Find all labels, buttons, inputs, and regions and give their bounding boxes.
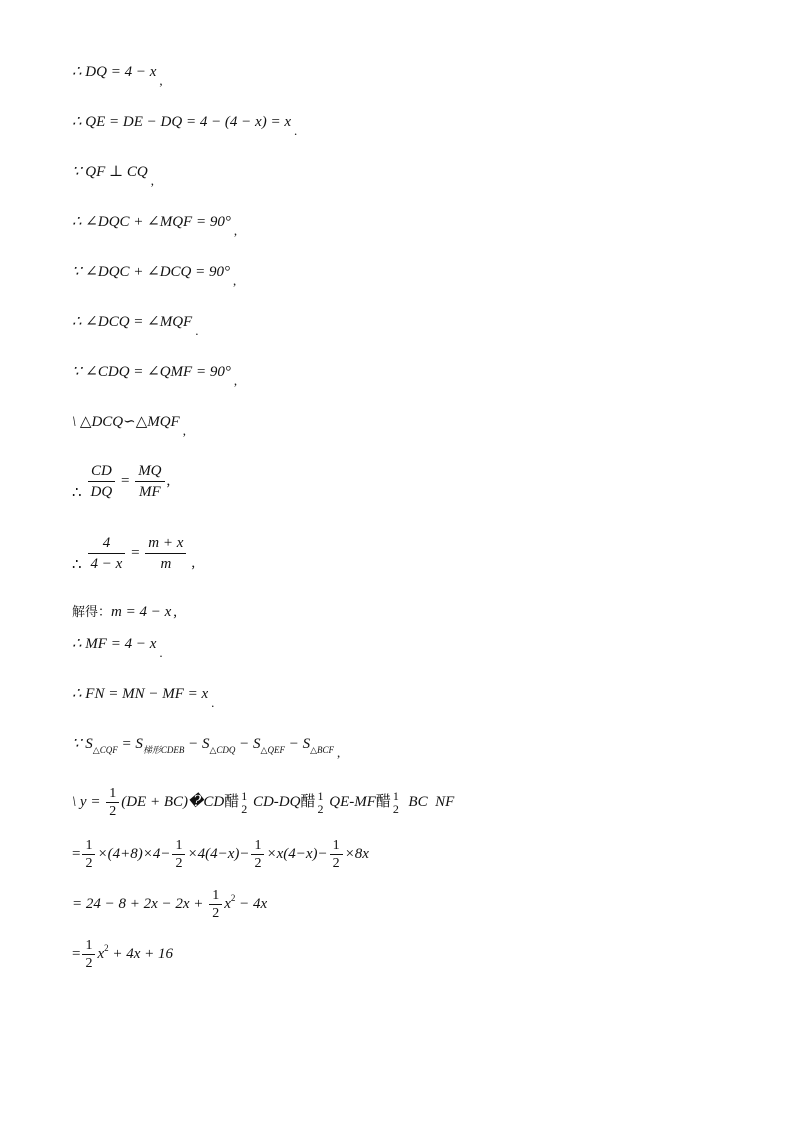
denominator: m <box>160 556 172 572</box>
line-1 <box>72 62 163 88</box>
fraction <box>393 790 399 816</box>
subscript: △QEF <box>260 745 285 755</box>
line-16 <box>72 838 369 871</box>
denominator: 2 <box>175 856 183 871</box>
numerator: m + x <box>145 534 186 554</box>
math-expression: ∵ QF ⊥ CQ <box>72 164 148 180</box>
denominator: 2 <box>332 856 340 871</box>
subscript: △CDQ <box>209 745 236 755</box>
equals-sign: = <box>72 845 81 862</box>
area-S: − S <box>284 736 311 752</box>
garbled-glyph: 醋 <box>300 791 316 810</box>
math-expression: ∴ FN = MN − MF = x <box>72 686 209 702</box>
math-expression: \ y = <box>72 793 105 810</box>
numerator: 1 <box>82 938 95 955</box>
math-expression: \ △DCQ∽△MQF <box>72 414 180 430</box>
math-expression: x <box>97 945 105 962</box>
therefore-symbol: ∴ <box>72 484 82 501</box>
superscript: 2 <box>104 942 109 953</box>
line-13 <box>72 684 215 710</box>
fraction <box>172 838 185 871</box>
equals-sign: = <box>72 945 81 962</box>
line-10 <box>72 534 195 573</box>
denominator: DQ <box>90 484 113 500</box>
punctuation: , <box>233 223 238 238</box>
punctuation: . <box>294 123 298 138</box>
math-expression: ∴ ∠DCQ = ∠MQF <box>72 314 193 330</box>
punctuation: , <box>337 745 341 760</box>
numerator: 1 <box>392 788 399 803</box>
math-expression: (DE + BC)�CD <box>121 793 225 810</box>
denominator: 2 <box>85 856 93 871</box>
math-expression: ×4(4−x)− <box>187 845 250 862</box>
denominator: 2 <box>254 856 262 871</box>
numerator: 1 <box>172 838 185 855</box>
line-6 <box>72 312 199 338</box>
solve-label: 解得： <box>72 605 112 620</box>
punctuation: , <box>166 472 171 489</box>
line-8 <box>72 412 186 438</box>
punctuation: , <box>150 173 154 188</box>
garbled-glyph: 醋 <box>375 791 391 810</box>
numerator: CD <box>88 462 116 482</box>
fraction-lhs <box>88 462 116 501</box>
math-expression: ×x(4−x)− <box>266 845 328 862</box>
fraction <box>82 838 95 871</box>
math-expression: m = 4 − x <box>111 604 172 620</box>
math-expression: CD-DQ <box>249 793 301 810</box>
punctuation: . <box>159 645 163 660</box>
subscript: 梯形CDEB <box>142 745 185 755</box>
denominator: 2 <box>109 804 117 819</box>
garbled-glyph: 醋 <box>224 791 240 810</box>
line-7 <box>72 362 238 388</box>
numerator: 1 <box>241 788 248 803</box>
line-12 <box>72 634 163 660</box>
math-expression: ∴ QE = DE − DQ = 4 − (4 − x) = x <box>72 114 291 130</box>
punctuation: . <box>211 695 215 710</box>
math-expression: x <box>224 895 231 912</box>
math-expression: ∵ ∠DQC + ∠DCQ = 90° <box>72 264 231 280</box>
math-expression: ×8x <box>344 845 369 862</box>
math-expression: ∵ ∠CDQ = ∠QMF = 90° <box>72 364 231 380</box>
fraction <box>241 790 247 816</box>
denominator: 2 <box>212 906 220 921</box>
denominator: 2 <box>241 801 248 816</box>
math-expression: + 4x + 16 <box>108 945 174 962</box>
superscript: 2 <box>230 892 236 903</box>
punctuation: , <box>233 373 238 388</box>
math-expression: BC NF <box>400 793 455 810</box>
fraction <box>106 786 119 819</box>
punctuation: , <box>159 73 163 88</box>
math-expression: QE-MF <box>325 793 376 810</box>
denominator: 2 <box>392 801 399 816</box>
numerator: 1 <box>106 786 119 803</box>
equals-sign: = <box>127 544 144 561</box>
fraction-lhs <box>88 534 126 573</box>
area-S: − S <box>235 736 261 752</box>
fraction <box>317 790 323 816</box>
math-expression: ×(4+8)×4− <box>97 845 171 862</box>
subscript: △CQF <box>92 745 118 755</box>
line-14 <box>72 734 341 760</box>
punctuation: . <box>195 323 199 338</box>
punctuation: , <box>233 273 237 288</box>
line-4 <box>72 212 238 238</box>
numerator: 1 <box>330 838 343 855</box>
math-expression: ∴ ∠DQC + ∠MQF = 90° <box>72 214 231 230</box>
fraction <box>209 888 222 921</box>
line-11 <box>72 602 177 623</box>
numerator: 1 <box>82 838 95 855</box>
denominator: MF <box>139 484 161 500</box>
fraction-rhs <box>145 534 186 573</box>
line-18 <box>72 938 173 971</box>
fraction <box>251 838 264 871</box>
denominator: 2 <box>85 956 93 971</box>
denominator: 2 <box>317 801 324 816</box>
fraction <box>330 838 343 871</box>
punctuation: , <box>173 604 177 620</box>
denominator: 4 − x <box>90 556 123 572</box>
fraction-rhs <box>135 462 164 501</box>
numerator: 1 <box>317 788 324 803</box>
numerator: 4 <box>88 534 126 554</box>
punctuation: , <box>182 423 186 438</box>
line-17 <box>72 888 267 921</box>
equals-sign: = <box>117 472 134 489</box>
line-3 <box>72 162 154 188</box>
therefore-symbol: ∴ <box>72 556 82 573</box>
fraction <box>82 938 95 971</box>
numerator: 1 <box>251 838 264 855</box>
area-S: ∵ S <box>72 736 93 752</box>
numerator: MQ <box>135 462 164 482</box>
punctuation: , <box>191 554 196 571</box>
math-expression: ∴ DQ = 4 − x <box>72 64 157 80</box>
line-5 <box>72 262 237 288</box>
line-2 <box>72 112 298 138</box>
line-15 <box>72 786 454 819</box>
line-9 <box>72 462 170 501</box>
area-S: − S <box>184 736 210 752</box>
math-expression: ∴ MF = 4 − x <box>72 636 157 652</box>
area-S: = S <box>117 736 143 752</box>
numerator: 1 <box>209 888 222 905</box>
subscript: △BCF <box>310 745 334 755</box>
math-expression: − 4x <box>235 895 268 912</box>
math-expression: = 24 − 8 + 2x − 2x + <box>72 895 208 912</box>
